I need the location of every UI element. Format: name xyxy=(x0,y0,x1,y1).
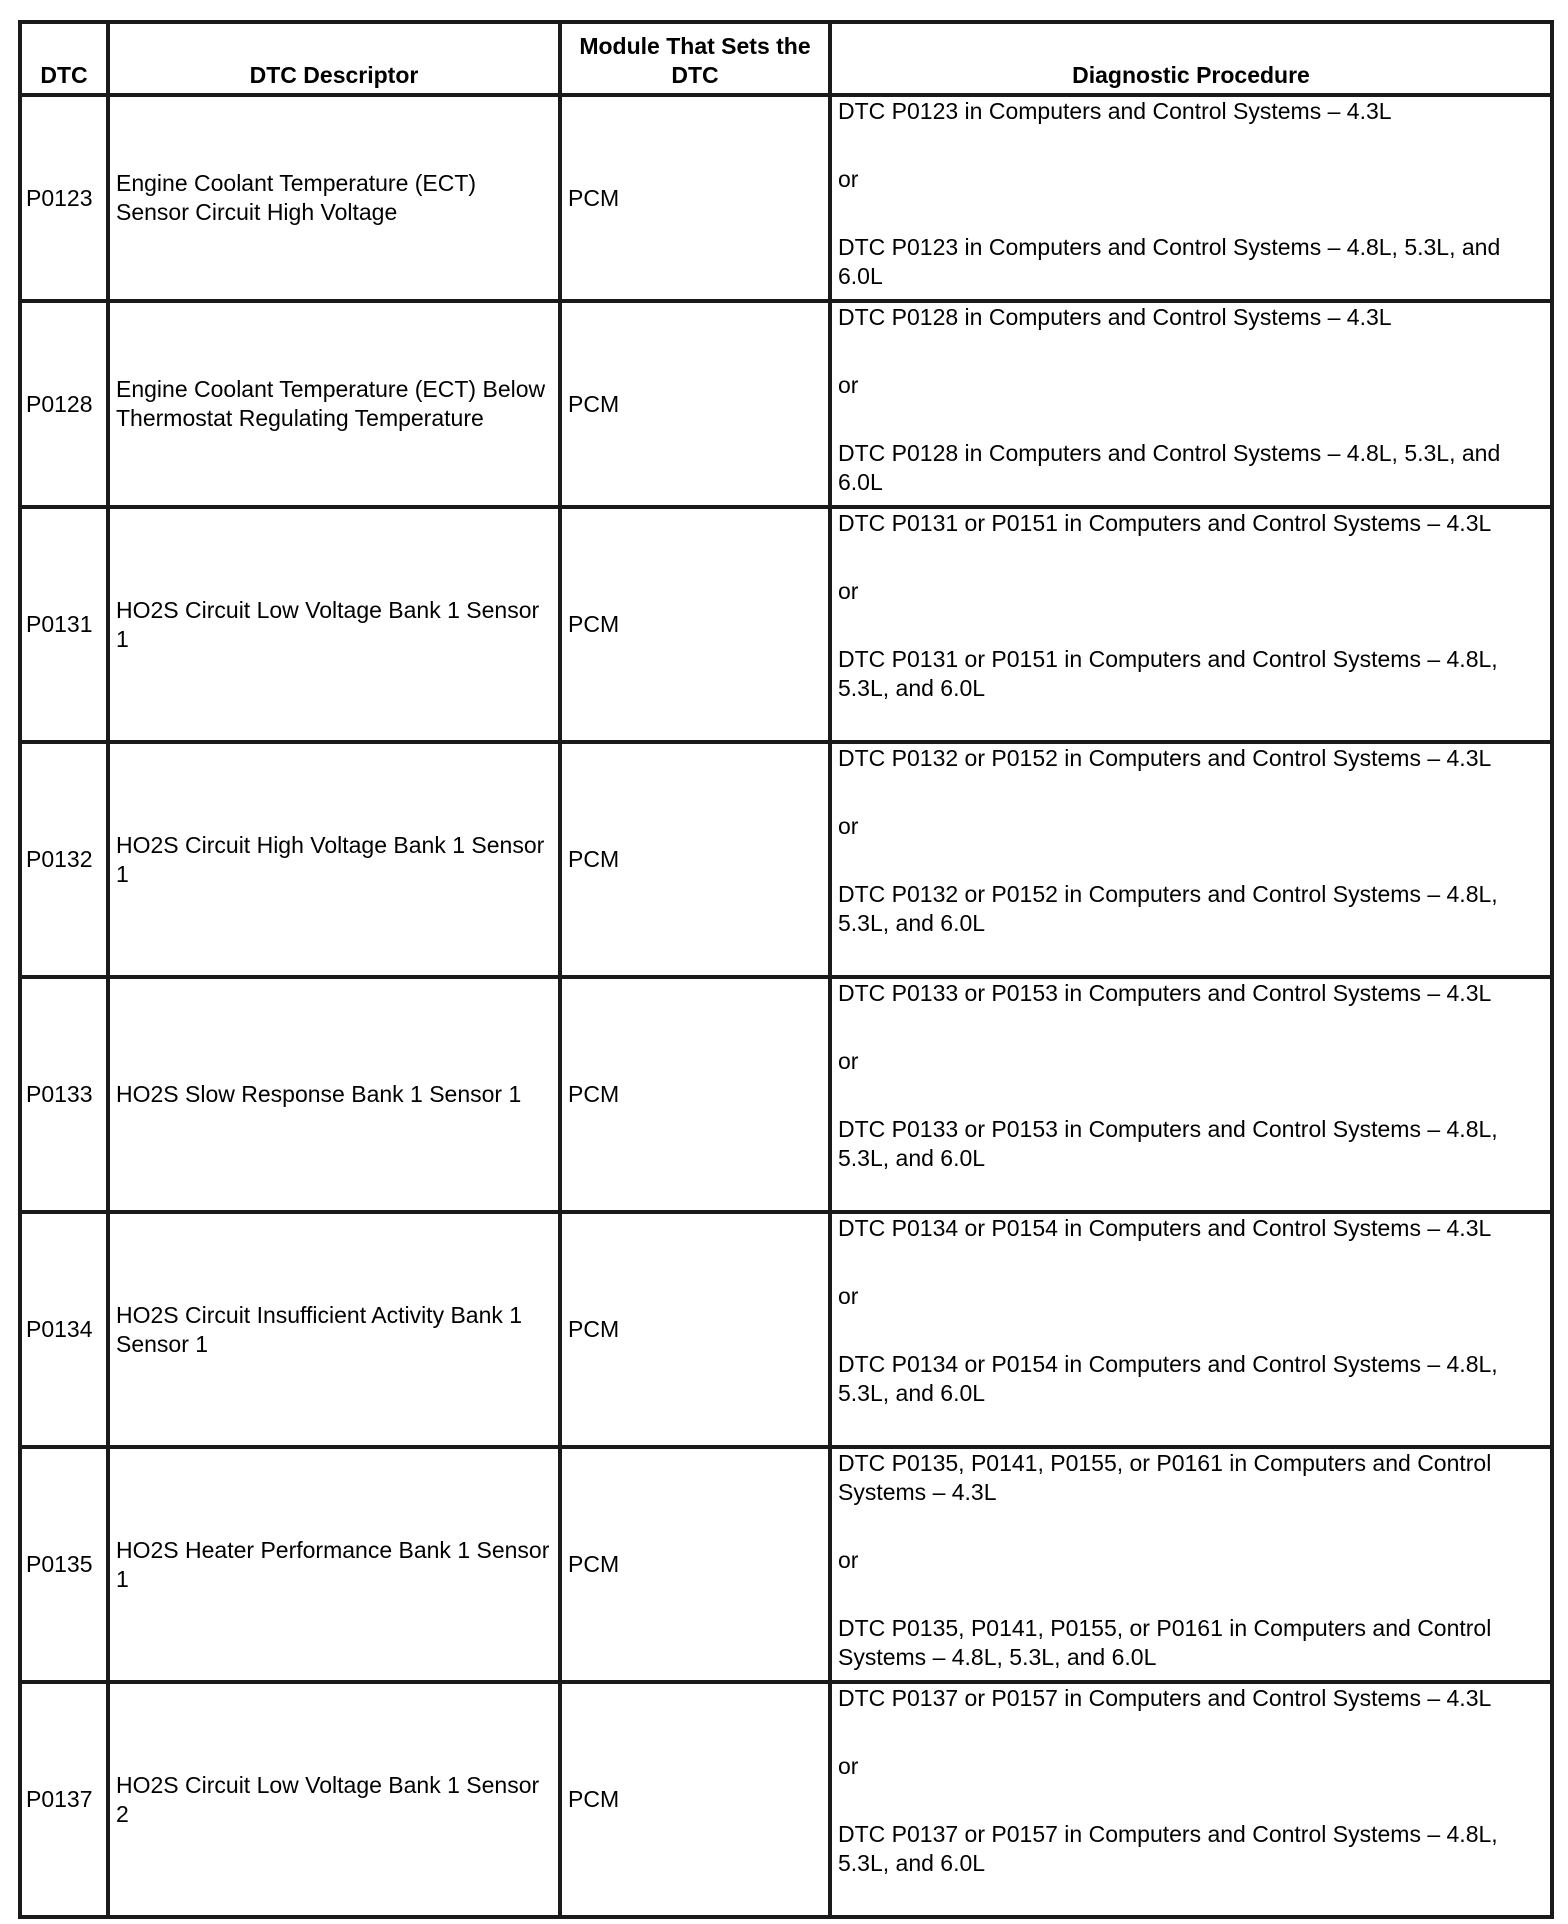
procedure-link-primary: DTC P0131 or P0151 in Computers and Control Systems – 4.3L xyxy=(838,510,1492,536)
module-cell: PCM xyxy=(560,977,830,1212)
dtc-descriptor-cell: HO2S Circuit Low Voltage Bank 1 Sensor 2 xyxy=(108,1682,560,1917)
procedure-or-separator: or xyxy=(838,578,859,604)
header-module: Module That Sets the DTC xyxy=(560,22,830,95)
diagnostic-procedure-cell xyxy=(830,1212,1552,1447)
diagnostic-procedure-cell xyxy=(830,1447,1552,1682)
module-cell: PCM xyxy=(560,95,830,301)
procedure-or-separator: or xyxy=(838,1547,859,1573)
procedure-link-primary: DTC P0128 in Computers and Control Systems – 4.3L xyxy=(838,304,1392,330)
procedure-link-primary: DTC P0123 in Computers and Control Systems – 4.3L xyxy=(838,98,1392,124)
dtc-code-cell: P0128 xyxy=(20,301,108,507)
dtc-code-cell: P0131 xyxy=(20,507,108,742)
procedure-link-alternate: DTC P0135, P0141, P0155, or P0161 in Computers and Control Systems – 4.8L, 5.3L, and 6.0L xyxy=(838,1615,1492,1670)
table-row xyxy=(20,742,1552,977)
module-cell: PCM xyxy=(560,1447,830,1682)
table-header-row xyxy=(20,22,1552,95)
table-row xyxy=(20,1212,1552,1447)
procedure-link-primary: DTC P0135, P0141, P0155, or P0161 in Computers and Control Systems – 4.3L xyxy=(838,1450,1492,1505)
table-row xyxy=(20,95,1552,301)
procedure-link-alternate: DTC P0131 or P0151 in Computers and Control Systems – 4.8L, 5.3L, and 6.0L xyxy=(838,646,1498,701)
procedure-link-primary: DTC P0133 or P0153 in Computers and Control Systems – 4.3L xyxy=(838,980,1492,1006)
dtc-code-cell: P0123 xyxy=(20,95,108,301)
diagnostic-procedure-cell xyxy=(830,507,1552,742)
diagnostic-procedure-cell xyxy=(830,301,1552,507)
dtc-code-cell: P0133 xyxy=(20,977,108,1212)
procedure-link-alternate: DTC P0133 or P0153 in Computers and Control Systems – 4.8L, 5.3L, and 6.0L xyxy=(838,1116,1498,1171)
dtc-descriptor-cell: Engine Coolant Temperature (ECT) Sensor Circuit High Voltage xyxy=(108,95,560,301)
procedure-or-separator: or xyxy=(838,1283,859,1309)
procedure-link-alternate: DTC P0137 or P0157 in Computers and Control Systems – 4.8L, 5.3L, and 6.0L xyxy=(838,1821,1498,1876)
table-row xyxy=(20,1682,1552,1917)
procedure-or-separator: or xyxy=(838,1753,859,1779)
diagnostic-procedure-cell xyxy=(830,1682,1552,1917)
procedure-or-separator: or xyxy=(838,813,859,839)
procedure-or-separator: or xyxy=(838,372,859,398)
dtc-descriptor-cell: Engine Coolant Temperature (ECT) Below Thermostat Regulating Temperature xyxy=(108,301,560,507)
dtc-code-cell: P0137 xyxy=(20,1682,108,1917)
table-row xyxy=(20,301,1552,507)
procedure-link-alternate: DTC P0132 or P0152 in Computers and Control Systems – 4.8L, 5.3L, and 6.0L xyxy=(838,881,1498,936)
module-cell: PCM xyxy=(560,1682,830,1917)
procedure-link-alternate: DTC P0134 or P0154 in Computers and Control Systems – 4.8L, 5.3L, and 6.0L xyxy=(838,1351,1498,1406)
procedure-link-alternate: DTC P0123 in Computers and Control Systems – 4.8L, 5.3L, and 6.0L xyxy=(838,234,1501,289)
diagnostic-procedure-cell xyxy=(830,977,1552,1212)
dtc-table xyxy=(18,20,1554,1919)
dtc-descriptor-cell: HO2S Heater Performance Bank 1 Sensor 1 xyxy=(108,1447,560,1682)
diagnostic-procedure-cell xyxy=(830,742,1552,977)
header-dtc: DTC xyxy=(20,22,108,95)
dtc-descriptor-cell: HO2S Circuit High Voltage Bank 1 Sensor 1 xyxy=(108,742,560,977)
dtc-code-cell: P0132 xyxy=(20,742,108,977)
procedure-link-primary: DTC P0134 or P0154 in Computers and Control Systems – 4.3L xyxy=(838,1215,1492,1241)
procedure-link-alternate: DTC P0128 in Computers and Control Systems – 4.8L, 5.3L, and 6.0L xyxy=(838,440,1501,495)
module-cell: PCM xyxy=(560,1212,830,1447)
dtc-descriptor-cell: HO2S Circuit Low Voltage Bank 1 Sensor 1 xyxy=(108,507,560,742)
dtc-code-cell: P0135 xyxy=(20,1447,108,1682)
table-body xyxy=(20,95,1552,1917)
header-descriptor: DTC Descriptor xyxy=(108,22,560,95)
diagnostic-procedure-cell xyxy=(830,95,1552,301)
procedure-or-separator: or xyxy=(838,166,859,192)
module-cell: PCM xyxy=(560,301,830,507)
procedure-or-separator: or xyxy=(838,1048,859,1074)
procedure-link-primary: DTC P0137 or P0157 in Computers and Control Systems – 4.3L xyxy=(838,1685,1492,1711)
dtc-code-cell: P0134 xyxy=(20,1212,108,1447)
table-row xyxy=(20,977,1552,1212)
module-cell: PCM xyxy=(560,742,830,977)
table-row xyxy=(20,507,1552,742)
header-procedure: Diagnostic Procedure xyxy=(830,22,1552,95)
dtc-descriptor-cell: HO2S Circuit Insufficient Activity Bank 1 Sensor 1 xyxy=(108,1212,560,1447)
table-row xyxy=(20,1447,1552,1682)
module-cell: PCM xyxy=(560,507,830,742)
procedure-link-primary: DTC P0132 or P0152 in Computers and Control Systems – 4.3L xyxy=(838,745,1492,771)
dtc-descriptor-cell: HO2S Slow Response Bank 1 Sensor 1 xyxy=(108,977,560,1212)
